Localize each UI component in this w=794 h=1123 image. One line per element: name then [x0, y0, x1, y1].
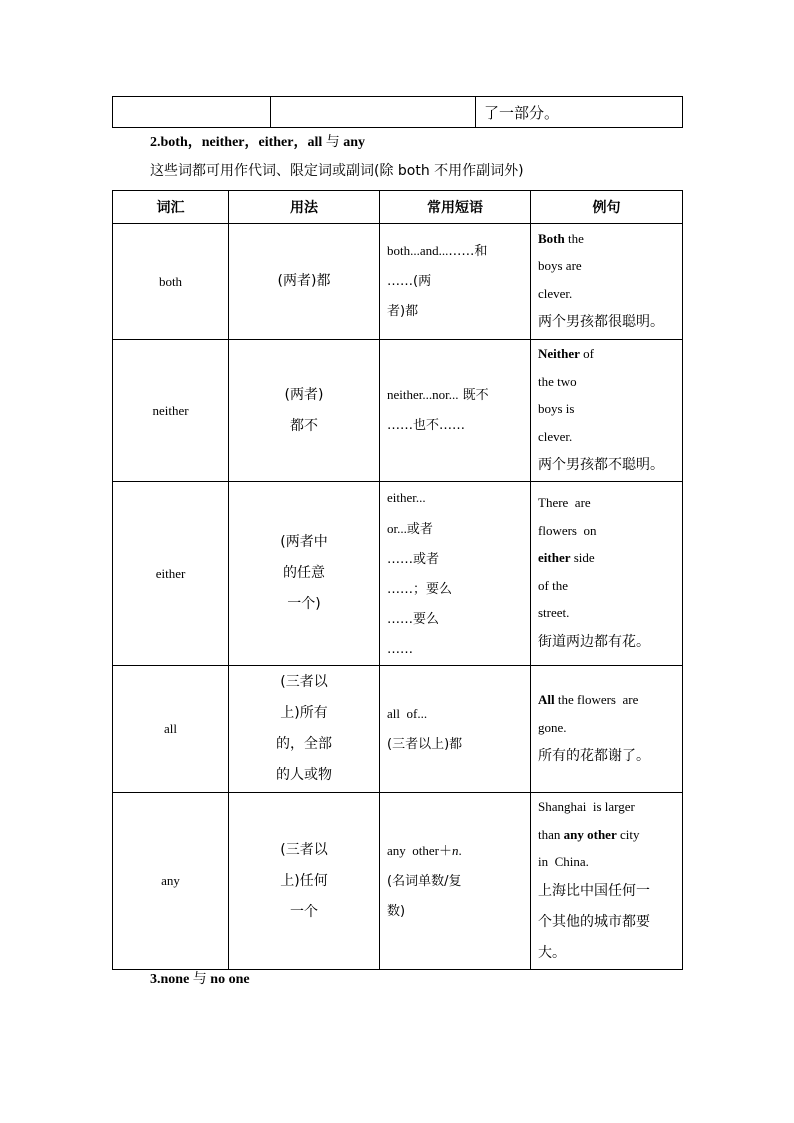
word-cell: both	[113, 224, 229, 340]
heading-word: any	[343, 135, 366, 150]
usage-line: 都不	[290, 417, 318, 434]
continued-table	[112, 96, 683, 128]
heading-word: no one	[210, 972, 250, 987]
example-cell	[531, 340, 683, 482]
heading-words: both，neither，either，all	[160, 135, 323, 150]
heading-connector: 与	[192, 971, 207, 987]
column-header: 词汇	[113, 191, 229, 224]
example-english: All the flowers are gone.	[538, 692, 639, 735]
usage-cell	[229, 482, 380, 666]
column-header: 常用短语	[380, 191, 531, 224]
example-english: Shanghai is larger than any other city in China.	[538, 799, 640, 870]
word-cell: either	[113, 482, 229, 666]
example-chinese: 上海比中国任何一 个其他的城市都要 大。	[538, 882, 650, 961]
usage-line: 上)任何	[280, 872, 328, 889]
usage-line: 上)所有	[280, 705, 328, 721]
example-chinese: 两个男孩都不聪明。	[538, 457, 664, 473]
example-cell	[531, 482, 683, 666]
phrase-cell: both...and...……和 ……(两 者)都	[380, 224, 531, 340]
section-3-heading	[150, 968, 250, 988]
word-cell: all	[113, 666, 229, 793]
phrase-cell: all of... (三者以上)都	[380, 666, 531, 793]
table-cell	[271, 97, 476, 128]
usage-line: 一个)	[287, 596, 321, 612]
example-english: There are flowers on either side of the street.	[538, 495, 597, 621]
column-header: 用法	[229, 191, 380, 224]
section-number: 3.	[150, 972, 161, 987]
example-chinese: 街道两边都有花。	[538, 633, 650, 650]
example-chinese: 两个男孩都很聪明。	[538, 314, 664, 331]
usage-line: (三者以	[280, 841, 328, 858]
phrase-cell: any other＋n. (名词单数/复 数)	[380, 793, 531, 970]
table-cell	[113, 97, 271, 128]
phrase-cell: neither...nor... 既不 ……也不……	[380, 340, 531, 482]
word-cell: neither	[113, 340, 229, 482]
usage-cell	[229, 793, 380, 970]
usage-line: (三者以	[280, 674, 328, 690]
phrase-cell: either... or...或者 ……或者 ……；要么 ……要么 ……	[380, 482, 531, 666]
usage-line: (两者)都	[277, 273, 331, 289]
usage-line: 一个	[290, 903, 318, 920]
section-2-heading	[150, 131, 365, 151]
word-cell: any	[113, 793, 229, 970]
table-row	[113, 666, 683, 793]
table-row	[113, 340, 683, 482]
usage-cell	[229, 224, 380, 340]
vocab-table	[112, 190, 683, 970]
usage-cell	[229, 340, 380, 482]
table-row	[113, 224, 683, 340]
usage-cell	[229, 666, 380, 793]
usage-line: 的人或物	[276, 767, 332, 783]
section-intro: 这些词都可用作代词、限定词或副词(除 both 不用作副词外)	[150, 163, 524, 179]
header-row	[113, 191, 683, 224]
example-chinese: 所有的花都谢了。	[538, 748, 650, 764]
table-row	[113, 97, 683, 128]
usage-line: (两者中	[280, 534, 328, 550]
heading-word: none	[160, 972, 190, 987]
example-cell	[531, 224, 683, 340]
usage-line: 的，全部	[276, 736, 332, 752]
table-row	[113, 793, 683, 970]
table-row	[113, 482, 683, 666]
heading-connector: 与	[325, 134, 340, 150]
section-number: 2.	[150, 135, 161, 150]
example-english: Neither of the two boys is clever.	[538, 346, 594, 444]
example-english: Both the boys are clever.	[538, 230, 584, 301]
usage-line: 的任意	[283, 565, 325, 581]
usage-line: (两者)	[284, 386, 324, 403]
example-cell	[531, 666, 683, 793]
example-cell	[531, 793, 683, 970]
table-cell: 了一部分。	[476, 97, 683, 128]
column-header: 例句	[531, 191, 683, 224]
